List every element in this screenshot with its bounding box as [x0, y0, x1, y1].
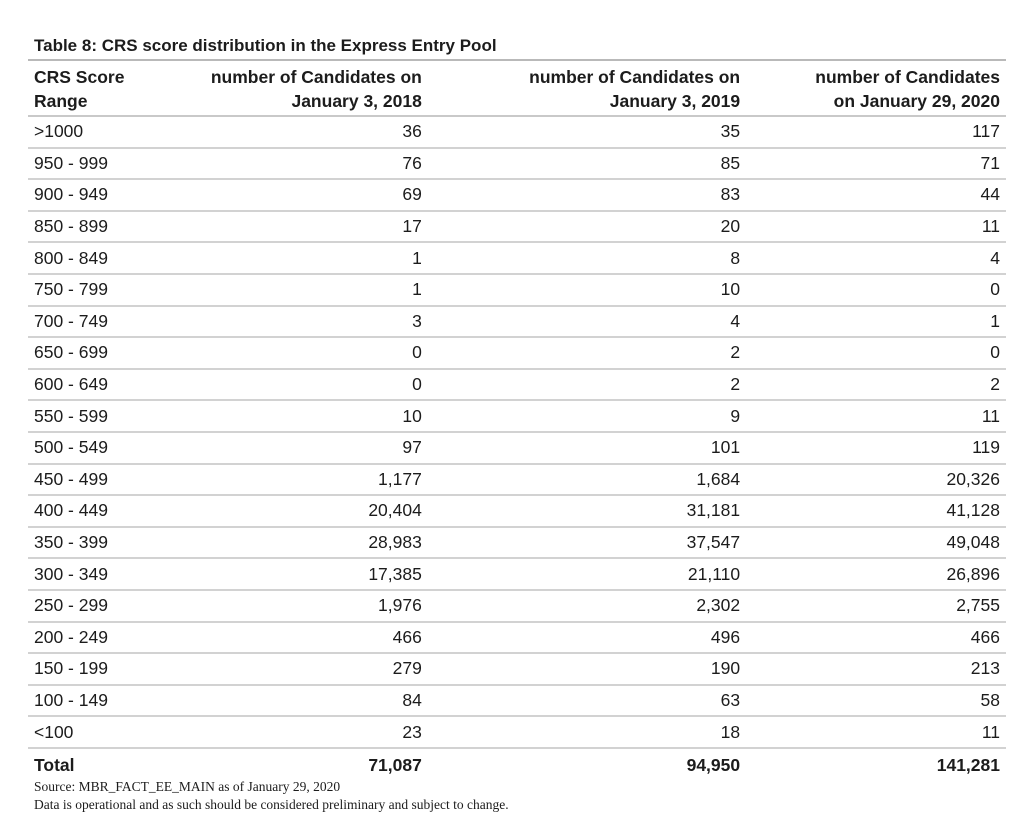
count-2020-cell: 20,326	[946, 468, 1000, 489]
table-row	[28, 653, 1006, 685]
count-2019-cell: 2,302	[696, 595, 741, 616]
count-2019-cell: 85	[720, 152, 741, 173]
crs-range-cell: 850 - 899	[34, 216, 108, 237]
count-2020-cell: 41,128	[946, 500, 1000, 521]
total-label: Total	[34, 754, 75, 775]
footnotes	[28, 778, 1008, 814]
disclaimer-note: Data is operational and as such should be considered preliminary and subject to change.	[34, 796, 509, 812]
count-2018-cell: 1,177	[378, 468, 422, 489]
total-2019: 94,950	[686, 754, 741, 775]
count-2018-cell: 84	[402, 689, 422, 710]
count-2020-cell: 0	[990, 342, 1000, 363]
count-2019-cell: 4	[730, 310, 741, 331]
count-2018-cell: 10	[402, 405, 422, 426]
header-2019: number of Candidates on January 3, 2019	[529, 67, 741, 111]
count-2018-cell: 3	[412, 310, 422, 331]
table-title: Table 8: CRS score distribution in the Express Entry Pool	[34, 36, 497, 55]
count-2018-cell: 23	[402, 721, 422, 742]
count-2020-cell: 2	[990, 374, 1000, 395]
table-row	[28, 369, 1006, 401]
crs-range-cell: 500 - 549	[34, 437, 108, 458]
crs-range-cell: 900 - 949	[34, 184, 108, 205]
crs-range-cell: 550 - 599	[34, 405, 108, 426]
table-row	[28, 148, 1006, 180]
count-2018-cell: 0	[412, 374, 422, 395]
crs-range-cell: 250 - 299	[34, 595, 108, 616]
count-2019-cell: 18	[720, 721, 741, 742]
count-2018-cell: 1,976	[378, 595, 422, 616]
count-2019-cell: 101	[710, 437, 741, 458]
table-row	[28, 464, 1006, 496]
count-2019-cell: 2	[730, 374, 741, 395]
table-row	[28, 716, 1006, 748]
table-row	[28, 685, 1006, 717]
crs-range-cell: >1000	[34, 121, 84, 142]
count-2018-cell: 76	[402, 152, 422, 173]
count-2020-cell: 213	[970, 658, 1000, 679]
crs-range-cell: 650 - 699	[34, 342, 108, 363]
count-2018-cell: 0	[412, 342, 422, 363]
count-2018-cell: 17	[402, 216, 422, 237]
count-2019-cell: 1,684	[696, 468, 741, 489]
table-row	[28, 527, 1006, 559]
count-2020-cell: 11	[981, 721, 1000, 742]
count-2018-cell: 69	[402, 184, 422, 205]
crs-range-cell: 600 - 649	[34, 374, 108, 395]
table-row	[28, 590, 1006, 622]
total-row	[28, 748, 1006, 778]
count-2019-cell: 37,547	[686, 532, 741, 553]
count-2020-cell: 44	[980, 184, 1000, 205]
crs-range-cell: 700 - 749	[34, 310, 108, 331]
crs-range-cell: <100	[34, 721, 74, 742]
count-2019-cell: 83	[720, 184, 741, 205]
table-row	[28, 400, 1006, 432]
count-2020-cell: 466	[970, 626, 1000, 647]
table-row	[28, 558, 1006, 590]
header-row	[28, 60, 1006, 116]
total-2020: 141,281	[936, 754, 1000, 775]
count-2019-cell: 31,181	[686, 500, 741, 521]
count-2020-cell: 0	[990, 279, 1000, 300]
count-2018-cell: 36	[402, 121, 422, 142]
count-2018-cell: 466	[392, 626, 422, 647]
document	[28, 33, 1008, 814]
crs-range-cell: 450 - 499	[34, 468, 108, 489]
source-note: Source: MBR_FACT_EE_MAIN as of January 29, 2020	[34, 778, 341, 794]
count-2018-cell: 20,404	[368, 500, 422, 521]
count-2019-cell: 63	[720, 689, 741, 710]
count-2019-cell: 496	[710, 626, 741, 647]
count-2020-cell: 11	[981, 405, 1000, 426]
table-row	[28, 337, 1006, 369]
count-2019-cell: 2	[730, 342, 741, 363]
table-row	[28, 432, 1006, 464]
crs-range-cell: 950 - 999	[34, 152, 108, 173]
crs-range-cell: 300 - 349	[34, 563, 108, 584]
count-2020-cell: 26,896	[946, 563, 1000, 584]
count-2020-cell: 11	[981, 216, 1000, 237]
crs-range-cell: 200 - 249	[34, 626, 108, 647]
count-2019-cell: 20	[720, 216, 741, 237]
total-2018: 71,087	[368, 754, 422, 775]
header-crs-range: CRS Score Range	[34, 67, 125, 111]
crs-range-cell: 400 - 449	[34, 500, 108, 521]
count-2019-cell: 8	[730, 247, 741, 268]
count-2018-cell: 1	[412, 279, 422, 300]
count-2020-cell: 4	[990, 247, 1000, 268]
count-2020-cell: 119	[972, 437, 1000, 458]
count-2020-cell: 117	[972, 121, 1000, 142]
count-2018-cell: 17,385	[368, 563, 422, 584]
count-2018-cell: 28,983	[368, 532, 422, 553]
count-2018-cell: 97	[402, 437, 422, 458]
table-row	[28, 495, 1006, 527]
count-2019-cell: 21,110	[687, 563, 741, 584]
crs-range-cell: 150 - 199	[34, 658, 108, 679]
table-row	[28, 242, 1006, 274]
header-2018: number of Candidates on January 3, 2018	[210, 67, 422, 111]
count-2018-cell: 279	[392, 658, 422, 679]
crs-range-cell: 800 - 849	[34, 247, 108, 268]
crs-range-cell: 350 - 399	[34, 532, 108, 553]
table-row	[28, 274, 1006, 306]
count-2020-cell: 71	[980, 152, 1000, 173]
table-row	[28, 179, 1006, 211]
count-2019-cell: 10	[720, 279, 741, 300]
table-row	[28, 116, 1006, 148]
crs-range-cell: 100 - 149	[34, 689, 108, 710]
header-2020: number of Candidates on January 29, 2020	[815, 67, 1000, 111]
table-row	[28, 211, 1006, 243]
count-2020-cell: 58	[980, 689, 1000, 710]
table-row	[28, 622, 1006, 654]
count-2019-cell: 190	[710, 658, 741, 679]
count-2019-cell: 9	[730, 405, 741, 426]
count-2018-cell: 1	[412, 247, 422, 268]
crs-distribution-table	[28, 59, 1006, 778]
table-row	[28, 306, 1006, 338]
count-2020-cell: 1	[990, 310, 1000, 331]
count-2019-cell: 35	[720, 121, 741, 142]
crs-range-cell: 750 - 799	[34, 279, 108, 300]
count-2020-cell: 49,048	[946, 532, 1000, 553]
count-2020-cell: 2,755	[956, 595, 1000, 616]
